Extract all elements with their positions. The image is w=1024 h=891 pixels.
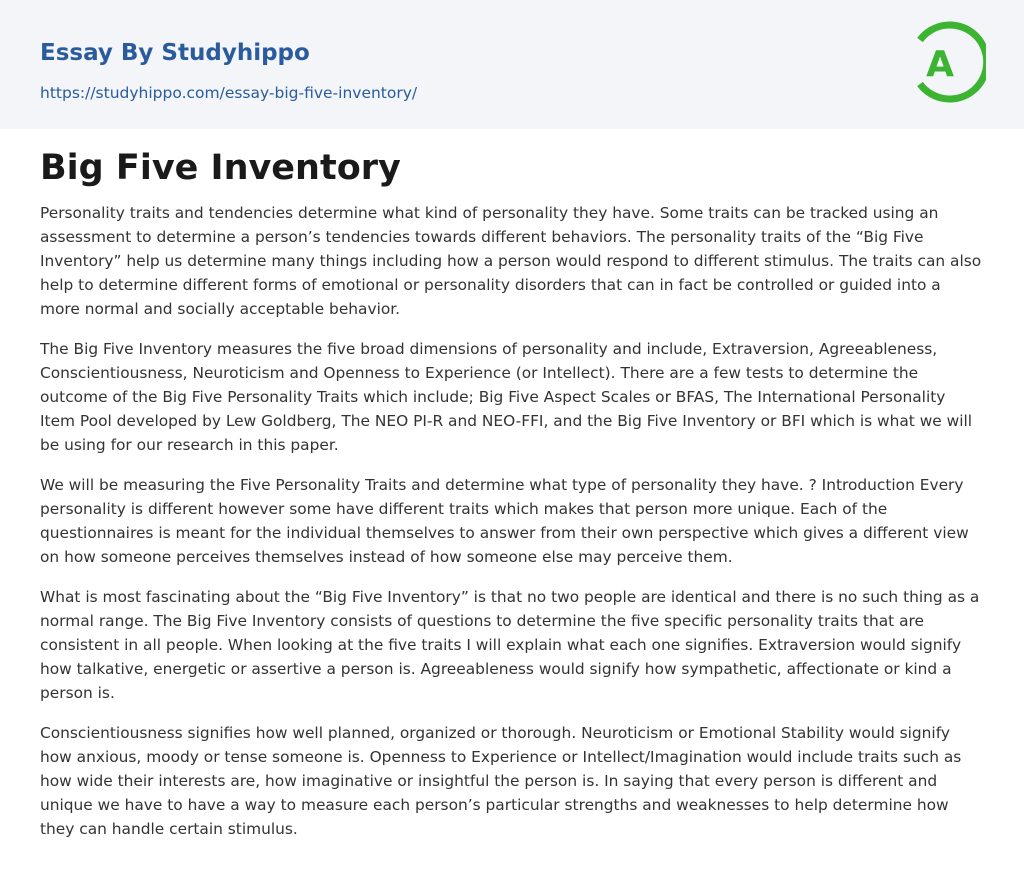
article-paragraph-1: Personality traits and tendencies determine what kind of personality they have. Some traits can be tracked using an assessment to determine a person’s tendencies towards different behaviors. The personality traits of the “Big Five Inventory” help us determine many things including how a person would respond to different stimulus. The traits can also help to determine different forms of emotional or personality disorders that can in fact be controlled or guided into a more normal and socially acceptable behavior. (40, 204, 982, 318)
studyhippo-logo-icon[interactable] (912, 19, 986, 105)
article (40, 145, 984, 857)
page-header (0, 0, 1024, 129)
logo-letter: A (926, 44, 954, 85)
article-paragraph-2: The Big Five Inventory measures the five broad dimensions of personality and include, Extraversion, Agreeableness, Conscientiousness, Neuroticism and Openness to Experience (or Intellect). There are a few tests to determine the outcome of the Big Five Personality Traits which include; Big Five Aspect Scales or BFAS, The International Personality Item Pool developed by Lew Goldberg, The NEO PI-R and NEO-FFI, and the Big Five Inventory or BFI which is what we will be using for our research in this paper. (40, 340, 973, 454)
article-paragraph-4: What is most fascinating about the “Big Five Inventory” is that no two people are identical and there is no such thing as a normal range. The Big Five Inventory consists of questions to determine the five specific personality traits that are consistent in all people. When looking at the five traits I will explain what each one signifies. Extraversion would signify how talkative, energetic or assertive a person is. Agreeableness would signify how sympathetic, affectionate or kind a person is. (40, 588, 980, 702)
essay-url-link[interactable]: https://studyhippo.com/essay-big-five-inventory/ (40, 84, 418, 102)
article-paragraph-5: Conscientiousness signifies how well planned, organized or thorough. Neuroticism or Emotional Stability would signify how anxious, moody or tense someone is. Openness to Experience or Intellect/Imagination would include traits such as how wide their interests are, how imaginative or insightful the person is. In saying that every person is different and unique we have to have a way to measure each person’s particular strengths and weaknesses to help determine how they can handle certain stimulus. (40, 724, 962, 838)
article-paragraph-3: We will be measuring the Five Personality Traits and determine what type of personality they have. ? Introduction Every personality is different however some have different traits which makes that person more unique. Each of the questionnaires is meant for the individual themselves to answer from their own perspective which gives a different view on how someone perceives themselves instead of how someone else may perceive them. (40, 476, 969, 566)
page-title: Big Five Inventory (40, 148, 401, 188)
site-brand[interactable]: Essay By Studyhippo (40, 40, 310, 66)
